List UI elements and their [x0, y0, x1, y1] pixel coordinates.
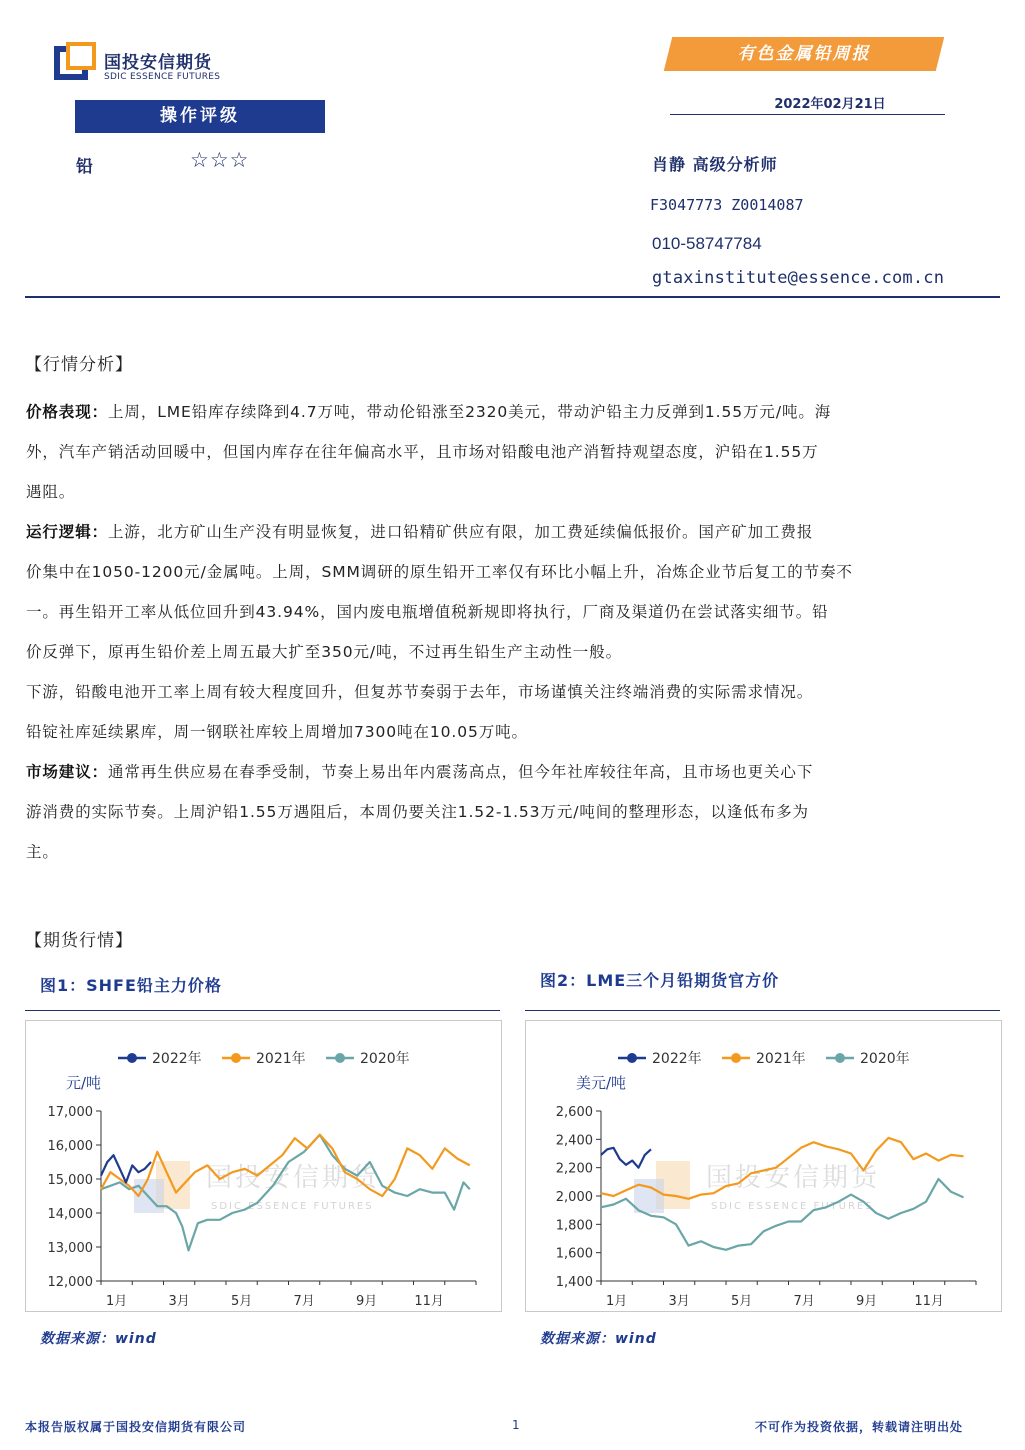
- y-tick-label: 16,000: [47, 1139, 93, 1154]
- text-line: 上游，北方矿山生产没有明显恢复，进口铅精矿供应有限，加工费延续偏低报价。国产矿加工费报: [108, 523, 814, 541]
- x-tick-label: 3月: [668, 1294, 690, 1309]
- x-tick-label: 11月: [414, 1294, 444, 1309]
- chart1-title-rule: [25, 1010, 500, 1011]
- market-advice-paragraph: [26, 752, 986, 872]
- x-tick-label: 9月: [855, 1294, 878, 1309]
- company-logo-icon: [54, 42, 96, 84]
- price-performance-paragraph: [26, 392, 986, 512]
- date-underline: [670, 114, 945, 115]
- x-tick-label: 5月: [230, 1294, 253, 1309]
- report-type-text: 有色金属铅周报: [737, 44, 871, 64]
- x-tick-label: 5月: [730, 1294, 753, 1309]
- legend-label: 2022年: [652, 1051, 702, 1067]
- legend-marker: [627, 1053, 637, 1063]
- legend-marker: [835, 1053, 845, 1063]
- x-tick-label: 3月: [168, 1294, 190, 1309]
- y-axis-unit: 元/吨: [66, 1074, 102, 1092]
- futures-section-title: 【期货行情】: [25, 931, 133, 951]
- legend-label: 2020年: [360, 1051, 410, 1067]
- watermark-subtext: SDIC ESSENCE FUTURES: [711, 1201, 874, 1212]
- y-tick-label: 17,000: [47, 1105, 93, 1120]
- operating-logic-paragraph: [26, 512, 986, 672]
- price-performance-label: 价格表现：: [26, 403, 109, 421]
- analyst-name: 肖静 高级分析师: [652, 155, 778, 174]
- text-line: 上周，LME铅库存续降到4.7万吨，带动伦铅涨至2320美元，带动沪铅主力反弹到1.55万元/吨。海: [108, 403, 832, 421]
- metal-name: 铅: [76, 157, 93, 177]
- chart1-svg: [26, 1021, 501, 1311]
- legend-label: 2022年: [152, 1051, 202, 1067]
- text-line: 价反弹下，原再生铅价差上周五最大扩至350元/吨，不过再生铅生产主动性一般。: [26, 643, 623, 661]
- y-tick-label: 1,400: [555, 1275, 593, 1290]
- text-line: 主。: [26, 843, 59, 861]
- x-tick-label: 1月: [105, 1294, 128, 1309]
- x-tick-label: 9月: [355, 1294, 378, 1309]
- text-line: 价集中在1050-1200元/金属吨。上周，SMM调研的原生铅开工率仅有环比小幅上升，冶炼企业节后复工的节奏不: [26, 563, 853, 581]
- text-line: 一。再生铅开工率从低位回升到43.94%，国内废电瓶增值税新规即将执行，厂商及渠道仍在尝试落实细节。铅: [26, 603, 829, 621]
- series-line-2022年: [601, 1148, 651, 1168]
- market-advice-label: 市场建议：: [26, 763, 109, 781]
- y-tick-label: 2,400: [555, 1133, 593, 1149]
- operating-logic-label: 运行逻辑：: [26, 523, 109, 541]
- y-tick-label: 2,000: [555, 1190, 593, 1205]
- y-tick-label: 1,600: [555, 1246, 593, 1262]
- legend-marker: [127, 1053, 137, 1063]
- analyst-license: F3047773 Z0014087: [650, 196, 804, 214]
- footer-copyright: 本报告版权属于国投安信期货有限公司: [25, 1420, 247, 1434]
- y-tick-label: 1,800: [555, 1218, 593, 1234]
- y-tick-label: 13,000: [47, 1241, 93, 1256]
- contact-phone: 010-58747784: [652, 234, 762, 253]
- x-tick-label: 7月: [793, 1294, 815, 1309]
- chart1-source: 数据来源：wind: [40, 1331, 157, 1347]
- chart2-svg: [526, 1021, 1001, 1311]
- x-tick-label: 1月: [605, 1294, 628, 1309]
- chart1-frame: [25, 1020, 502, 1312]
- chart2-title-rule: [525, 1010, 1000, 1011]
- chart2-source: 数据来源：wind: [540, 1331, 657, 1347]
- watermark-text: 国投安信期货: [206, 1163, 381, 1193]
- legend-label: 2021年: [256, 1051, 306, 1067]
- logo-english-name: SDIC ESSENCE FUTURES: [104, 72, 221, 82]
- x-tick-label: 11月: [914, 1294, 944, 1309]
- text-line: 外，汽车产销活动回暖中，但国内库存在往年偏高水平，且市场对铅酸电池产消暂持观望态度，沪铅在1.55万: [26, 443, 819, 461]
- text-line: 游消费的实际节奏。上周沪铅1.55万遇阻后，本周仍要关注1.52-1.53万元/吨间的整理形态，以逢低布多为: [26, 803, 809, 821]
- y-tick-label: 15,000: [47, 1173, 93, 1188]
- logo-chinese-name: 国投安信期货: [104, 53, 212, 73]
- x-tick-label: 7月: [293, 1294, 315, 1309]
- y-tick-label: 12,000: [47, 1275, 93, 1290]
- legend-label: 2021年: [756, 1051, 806, 1067]
- analysis-section-title: 【行情分析】: [25, 355, 133, 375]
- header-divider: [25, 296, 1000, 298]
- chart2-title: 图2：LME三个月铅期货官方价: [540, 971, 780, 990]
- legend-label: 2020年: [860, 1051, 910, 1067]
- text-line: 通常再生供应易在春季受制，节奏上易出年内震荡高点，但今年社库较往年高，且市场也更关心下: [108, 763, 814, 781]
- legend-marker: [335, 1053, 345, 1063]
- contact-email[interactable]: gtaxinstitute@essence.com.cn: [652, 268, 945, 288]
- legend-marker: [231, 1053, 241, 1063]
- rating-stars: ☆☆☆: [190, 148, 250, 172]
- text-line: 遇阻。: [26, 483, 76, 501]
- watermark-subtext: SDIC ESSENCE FUTURES: [211, 1201, 374, 1212]
- downstream-paragraph: [26, 672, 986, 752]
- y-axis-unit: 美元/吨: [576, 1074, 627, 1092]
- series-line-2022年: [101, 1155, 151, 1182]
- rating-label: 操作评级: [160, 106, 240, 126]
- text-line: 下游，铅酸电池开工率上周有较大程度回升，但复苏节奏弱于去年，市场谨慎关注终端消费的实际需求情况。: [26, 683, 814, 701]
- legend-marker: [731, 1053, 741, 1063]
- page-number: 1: [512, 1418, 520, 1432]
- text-line: 铅锭社库延续累库，周一钢联社库较上周增加7300吨在10.05万吨。: [26, 723, 528, 741]
- y-tick-label: 2,600: [555, 1105, 593, 1120]
- y-tick-label: 14,000: [47, 1207, 93, 1222]
- chart2-frame: [525, 1020, 1002, 1312]
- y-tick-label: 2,200: [555, 1161, 593, 1177]
- report-date: 2022年02月21日: [774, 97, 886, 112]
- watermark-text: 国投安信期货: [706, 1163, 881, 1193]
- footer-disclaimer: 不可作为投资依据，转载请注明出处: [755, 1420, 964, 1434]
- chart1-title: 图1：SHFE铅主力价格: [40, 976, 222, 995]
